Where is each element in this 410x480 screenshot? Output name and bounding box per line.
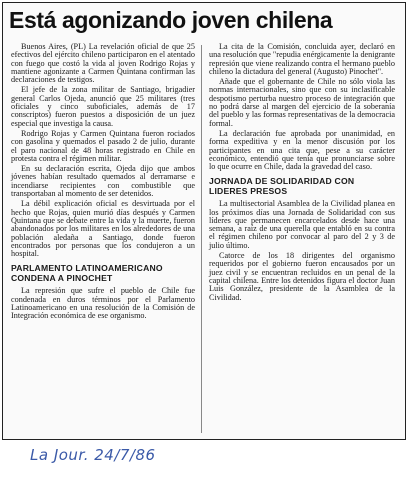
- article-paragraph: Catorce de los 18 dirigentes del organismo requeridos por el gobierno fueron encausados por un juez civil y se encuentran recluidos en un penal de la capital chilena. Entre los detenidos figura el doctor Juan Luis González, presidente de la Asamblea de la Civilidad.: [209, 251, 395, 302]
- article-headline: Está agonizando joven chilena: [9, 7, 333, 33]
- article-paragraph: La cita de la Comisión, concluida ayer, declaró en una resolución que "repudia enérgicamente la denigrante represión que viene realizando contra el hermano pueblo chileno la dictadura del general (Augusto) Pinochet".: [209, 42, 395, 76]
- article-column-right: [209, 43, 395, 304]
- article-paragraph: La débil explicación oficial es desvirtuada por el hecho que Rojas, quien murió días después y Carmen Quintana que se debate entre la vida y la muerte, fueron abandonados por los militares en los alrededores de una población aledaña a Santiago, donde fueron encontrados por personas que los condujeron a un hospital.: [11, 199, 195, 259]
- article-paragraph: Rodrigo Rojas y Carmen Quintana fueron rociados con gasolina y quemados el pasado 2 de julio, durante el paro nacional de 48 horas registrado en Chile en protesta contra el régimen militar.: [11, 128, 195, 163]
- article-paragraph: Añade que el gobernante de Chile no sólo viola las normas internacionales, sino que con su inclasificable despotismo perturba nuestro proceso de integración que no podrá darse al margen del ejercicio de la soberanía del pueblo y las formas representativas de la democracia formal.: [209, 77, 395, 128]
- article-paragraph: En su declaración escrita, Ojeda dijo que ambos jóvenes habían resultado quemados al derramarse e incendiarse recipientes con combustible que transportaban al momento de ser detenidos.: [11, 164, 195, 199]
- article-paragraph: La represión que sufre el pueblo de Chile fue condenada en duros términos por el Parlamento Latinoamericano en una resolución de la Comisión de Integración económica de ese organismo.: [11, 286, 195, 321]
- article-paragraph: El jefe de la zona militar de Santiago, brigadier general Carlos Ojeda, anunció que 25 militares (tres oficiales y cinco suboficiales, además de 17 conscriptos) fueron puestos a disposición de un juez especial que investiga la causa.: [11, 85, 195, 128]
- article-paragraph: Buenos Aires, (PL) La revelación oficial de que 25 efectivos del ejército chileno participaron en el atentado con fuego que costó la vida al joven Rodrigo Rojas y mantiene agonizante a Carmen Quintana confirman las declaraciones de testigos.: [11, 42, 195, 85]
- handwritten-source-note: La Jour. 24/7/86: [30, 446, 156, 464]
- article-column-left: [11, 43, 195, 322]
- newspaper-clipping: [2, 2, 406, 440]
- column-divider: [201, 45, 202, 433]
- article-paragraph: La multisectorial Asamblea de la Civilidad planea en los próximos días una Jornada de Solidaridad con sus líderes que permanecen encarcelados desde hace una semana, a raíz de una querella que entabló en su contra el régimen chileno por convocar al paro del 2 y 3 de julio último.: [209, 199, 395, 250]
- article-paragraph: La declaración fue aprobada por unanimidad, en forma expeditiva y en la menor discusión por los participantes en una cita que, pese a su carácter económico, entendió que tenía que pronunciarse sobre lo que ocurre en Chile, dada la gravedad del caso.: [209, 128, 395, 172]
- section-title-jornada: JORNADA DE SOLIDARIDAD CON LIDERES PRESOS: [209, 176, 355, 196]
- section-title-parlamento: PARLAMENTO LATINOAMERICANO CONDENA A PINOCHET: [11, 263, 163, 283]
